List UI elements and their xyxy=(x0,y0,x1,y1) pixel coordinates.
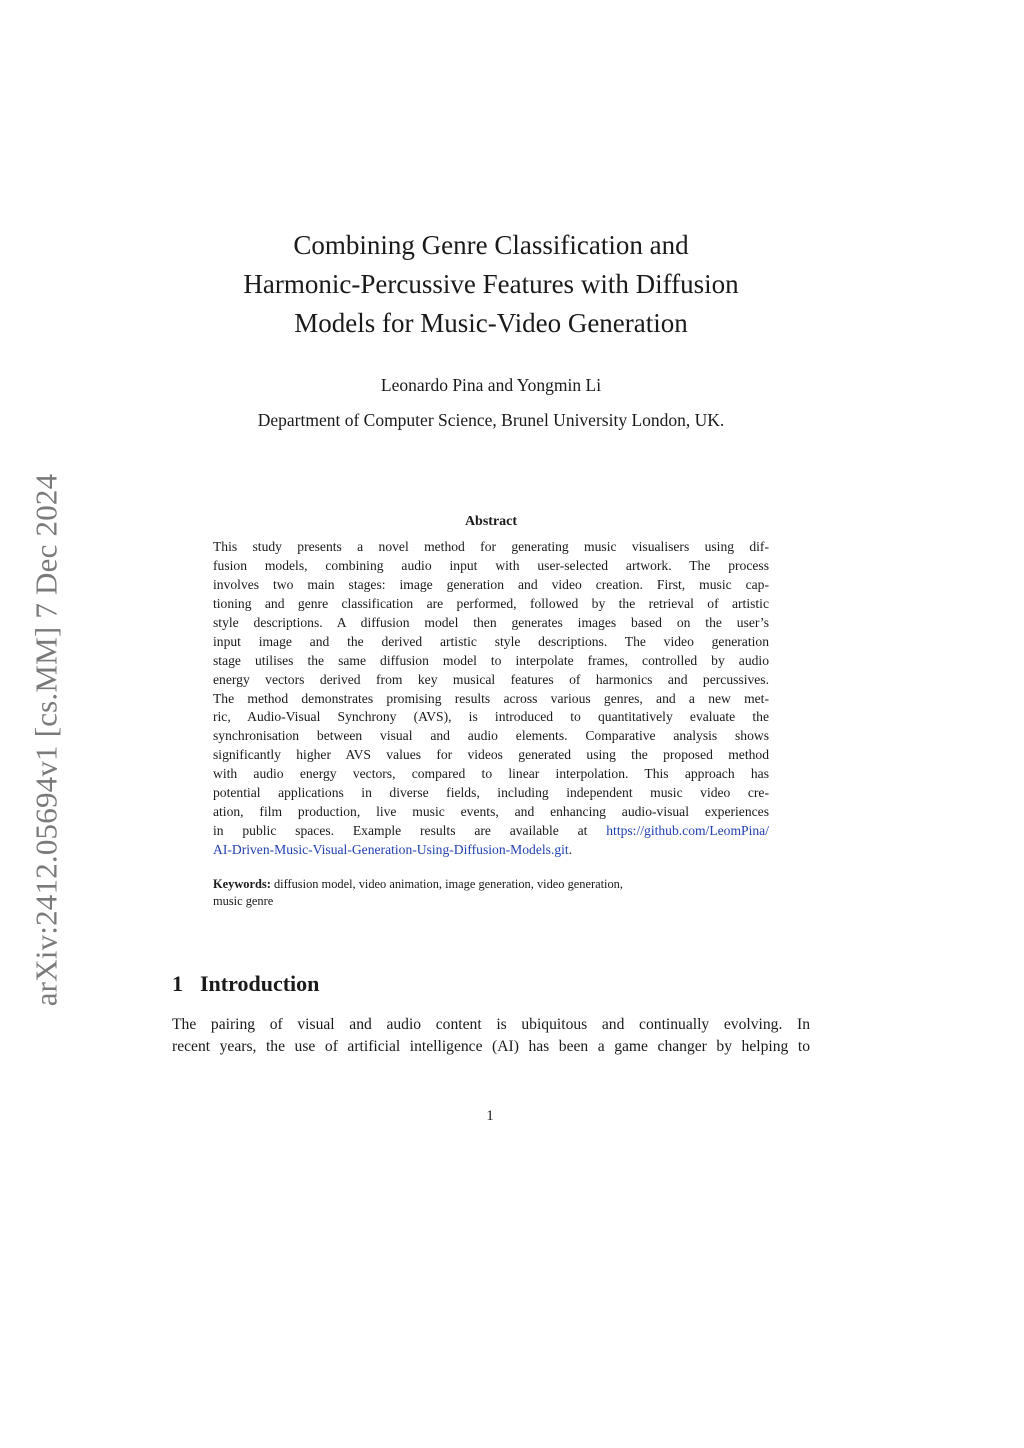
abstract-line: tioning and genre classification are performed, followed by the retrieval of artistic xyxy=(213,595,769,611)
abstract-line: involves two main stages: image generation and video creation. First, music cap- xyxy=(213,576,769,592)
keywords-label: Keywords: xyxy=(213,877,271,891)
abstract-line: ation, film production, live music events, and enhancing audio-visual experiences xyxy=(213,804,769,820)
title-line: Combining Genre Classification and xyxy=(293,230,689,260)
abstract-line: input image and the derived artistic style descriptions. The video generation xyxy=(213,633,769,649)
page-number: 1 xyxy=(486,1108,494,1124)
affiliation: Department of Computer Science, Brunel University London, UK. xyxy=(257,410,725,430)
title-line: Harmonic-Percussive Features with Diffusion xyxy=(243,269,739,299)
arxiv-identifier-stamp xyxy=(26,440,66,1040)
abstract-line: with audio energy vectors, compared to linear interpolation. This approach has xyxy=(213,766,769,782)
section-heading xyxy=(172,971,812,997)
keywords-line: diffusion model, video animation, image generation, video generation, xyxy=(273,877,623,891)
abstract-line-text: in public spaces. Example results are available at xyxy=(213,823,588,839)
arxiv-identifier-text: arXiv:2412.05694v1 [cs.MM] 7 Dec 2024 xyxy=(28,473,64,1007)
abstract-line: synchronisation between visual and audio elements. Comparative analysis shows xyxy=(213,728,769,744)
keywords xyxy=(213,876,769,910)
section-title: Introduction xyxy=(200,971,320,996)
github-link[interactable]: https://github.com/LeomPina/ xyxy=(606,823,769,839)
abstract-line: energy vectors derived from key musical features of harmonics and percussives. xyxy=(213,671,769,687)
title-line: Models for Music-Video Generation xyxy=(294,308,688,338)
abstract-body xyxy=(213,538,769,860)
abstract-line: The method demonstrates promising results across various genres, and a new met- xyxy=(213,690,769,706)
abstract-line: style descriptions. A diffusion model then generates images based on the user’s xyxy=(213,614,769,630)
abstract-line-with-link xyxy=(213,822,769,841)
abstract-link-continuation xyxy=(213,841,769,860)
abstract-line: potential applications in diverse fields, including independent music video cre- xyxy=(213,785,769,801)
keywords-line: music genre xyxy=(213,894,274,908)
abstract-line: significantly higher AVS values for videos generated using the proposed method xyxy=(213,747,769,763)
abstract-line: This study presents a novel method for generating music visualisers using dif- xyxy=(213,539,769,554)
authors: Leonardo Pina and Yongmin Li xyxy=(380,375,602,395)
section-number: 1 xyxy=(172,971,183,996)
intro-line: The pairing of visual and audio content is ubiquitous and continually evolving. In xyxy=(172,1016,810,1033)
abstract-line: stage utilises the same diffusion model to interpolate frames, controlled by audio xyxy=(213,652,769,668)
abstract-heading: Abstract xyxy=(464,514,518,529)
intro-line: recent years, the use of artificial intelligence (AI) has been a game changer by helping to xyxy=(172,1038,810,1055)
github-link-continuation[interactable]: AI-Driven-Music-Visual-Generation-Using-Diffusion-Models.git xyxy=(213,842,569,857)
link-trailing-period: . xyxy=(568,842,573,857)
introduction-body xyxy=(172,1014,810,1058)
abstract-line: fusion models, combining audio input with user-selected artwork. The process xyxy=(213,557,769,573)
paper-title xyxy=(200,226,782,343)
abstract-line: ric, Audio-Visual Synchrony (AVS), is introduced to quantitatively evaluate the xyxy=(213,709,769,725)
